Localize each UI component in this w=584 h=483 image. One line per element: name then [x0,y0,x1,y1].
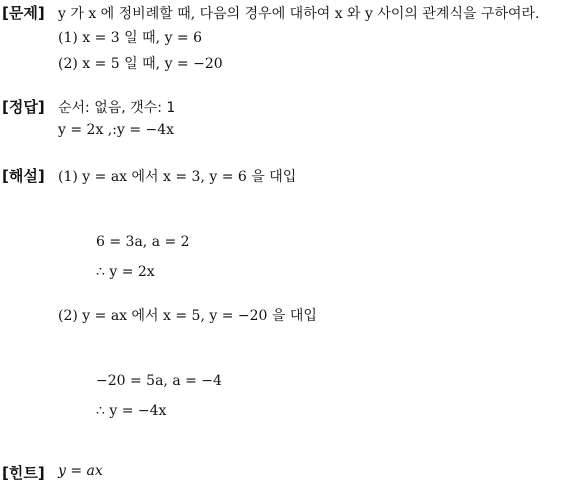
explanation-step-1-result: ∴ y = 2x [96,264,155,280]
hint-label: [힌트] [2,464,45,482]
problem-label: [문제] [2,4,45,22]
explanation-step-2-result: ∴ y = −4x [96,403,167,419]
explanation-label: [해설] [2,167,45,185]
answer-formula: y = 2x ,:y = −4x [58,122,175,138]
answer-label: [정답] [2,98,45,116]
explanation-step-1-calc: 6 = 3a, a = 2 [96,234,190,250]
explanation-step-2-intro: (2) y = ax 에서 x = 5, y = −20 을 대입 [58,308,317,324]
explanation-step-1-intro: (1) y = ax 에서 x = 3, y = 6 을 대입 [58,169,297,185]
answer-order-count: 순서: 없음, 갯수: 1 [58,100,176,116]
explanation-step-2-calc: −20 = 5a, a = −4 [96,373,222,389]
problem-case-2: (2) x = 5 일 때, y = −20 [58,56,223,72]
problem-statement: y 가 x 에 정비례할 때, 다음의 경우에 대하여 x 와 y 사이의 관계식을 구하여라. [58,6,540,22]
problem-case-1: (1) x = 3 일 때, y = 6 [58,30,203,46]
hint-text: y = ax [58,463,103,479]
